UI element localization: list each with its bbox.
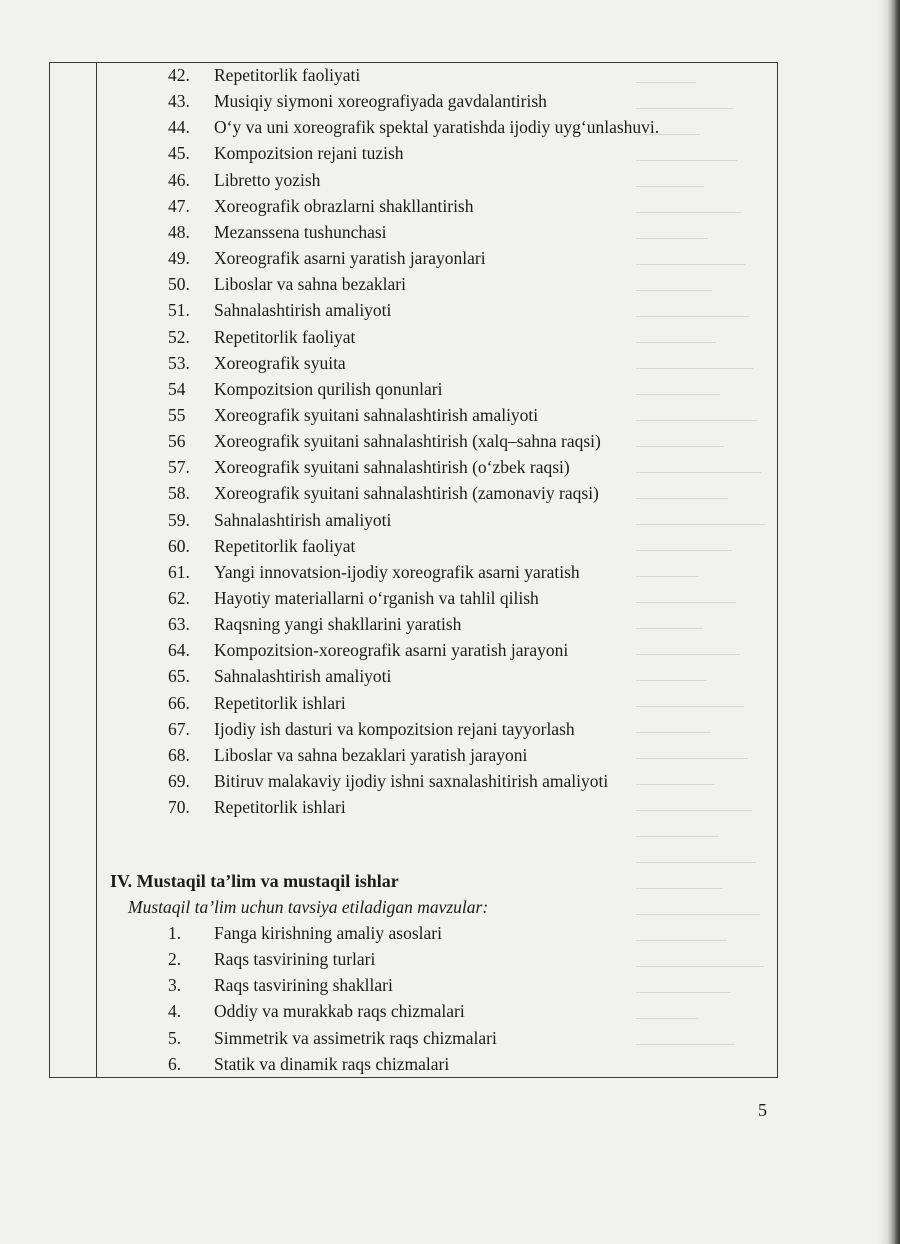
- item-text: Raqs tasvirining turlari: [214, 949, 376, 970]
- item-text: Xoreografik asarni yaratish jarayonlari: [214, 248, 486, 269]
- item-text: Repetitorlik ishlari: [214, 692, 346, 713]
- item-text: Xoreografik syuitani sahnalashtirish (o‘zbek raqsi): [214, 457, 570, 478]
- item-number: 62.: [168, 588, 190, 608]
- item-text: Raqsning yangi shakllarini yaratish: [214, 614, 462, 635]
- item-text: Mezanssena tushunchasi: [214, 221, 387, 242]
- item-number: 61.: [168, 561, 190, 582]
- item-number: 68.: [168, 744, 190, 765]
- item-text: Ijodiy ish dasturi va kompozitsion rejani tayyorlash: [214, 718, 575, 739]
- item-text: Repetitorlik faoliyat: [214, 326, 356, 347]
- item-number: 49.: [168, 248, 190, 269]
- item-number: 42.: [168, 65, 190, 85]
- item-number: 65.: [168, 666, 190, 687]
- item-number: 3.: [168, 975, 182, 996]
- item-number: 4.: [168, 1001, 182, 1022]
- item-text: Repetitorlik ishlari: [214, 797, 346, 818]
- item-text: Libretto yozish: [214, 169, 321, 190]
- item-number: 48.: [168, 221, 190, 242]
- section-subtitle: Mustaqil ta’lim uchun tavsiya etiladigan mavzular:: [128, 897, 489, 917]
- item-number: 60.: [168, 535, 190, 556]
- section-heading: IV. Mustaqil ta’lim va mustaqil ishlar: [110, 871, 399, 891]
- item-number: 57.: [168, 457, 190, 478]
- item-text: Repetitorlik faoliyati: [214, 65, 361, 85]
- item-text: Kompozitsion rejani tuzish: [214, 143, 404, 164]
- item-text: Liboslar va sahna bezaklari yaratish jarayoni: [214, 744, 528, 765]
- item-number: 55: [168, 404, 186, 425]
- item-text: Simmetrik va assimetrik raqs chizmalari: [214, 1027, 497, 1048]
- item-number: 59.: [168, 509, 190, 530]
- page-number: 5: [758, 1100, 767, 1120]
- item-number: 44.: [168, 117, 190, 138]
- item-text: Kompozitsion qurilish qonunlari: [214, 378, 443, 399]
- item-number: 6.: [168, 1053, 182, 1074]
- item-text: Musiqiy siymoni xoreografiyada gavdalantirish: [214, 91, 547, 112]
- item-text: Liboslar va sahna bezaklari: [214, 274, 406, 295]
- item-number: 2.: [168, 949, 182, 970]
- item-number: 56: [168, 431, 186, 452]
- item-number: 45.: [168, 143, 190, 164]
- item-number: 54: [168, 378, 186, 399]
- item-number: 5.: [168, 1027, 182, 1048]
- item-text: Sahnalashtirish amaliyoti: [214, 666, 392, 687]
- item-text: Xoreografik syuitani sahnalashtirish (zamonaviy raqsi): [214, 483, 599, 504]
- item-text: Raqs tasvirining shakllari: [214, 975, 393, 996]
- item-text: Xoreografik obrazlarni shakllantirish: [214, 195, 474, 216]
- item-number: 47.: [168, 195, 190, 216]
- item-text: Xoreografik syuita: [214, 352, 346, 373]
- item-text: Oddiy va murakkab raqs chizmalari: [214, 1001, 465, 1022]
- item-number: 52.: [168, 326, 190, 347]
- item-number: 63.: [168, 614, 190, 635]
- item-number: 64.: [168, 640, 190, 661]
- book-binding-edge: [878, 0, 900, 1244]
- item-number: 50.: [168, 274, 190, 295]
- item-text: Sahnalashtirish amaliyoti: [214, 300, 392, 321]
- item-number: 1.: [168, 923, 182, 943]
- item-text: Repetitorlik faoliyat: [214, 535, 356, 556]
- item-text: Hayotiy materiallarni o‘rganish va tahlil qilish: [214, 588, 539, 608]
- item-number: 53.: [168, 352, 190, 373]
- item-text: Xoreografik syuitani sahnalashtirish amaliyoti: [214, 404, 539, 425]
- item-text: Statik va dinamik raqs chizmalari: [214, 1053, 450, 1074]
- item-number: 70.: [168, 797, 190, 818]
- item-text: Kompozitsion-xoreografik asarni yaratish jarayoni: [214, 640, 569, 661]
- item-text: Bitiruv malakaviy ijodiy ishni saxnalashitirish amaliyoti: [214, 771, 609, 792]
- item-number: 43.: [168, 91, 190, 112]
- item-number: 58.: [168, 483, 190, 504]
- item-number: 69.: [168, 771, 190, 792]
- item-number: 67.: [168, 718, 190, 739]
- item-text: Sahnalashtirish amaliyoti: [214, 509, 392, 530]
- item-number: 66.: [168, 692, 190, 713]
- item-text: O‘y va uni xoreografik spektal yaratishda ijodiy uyg‘unlashuvi.: [214, 117, 660, 138]
- item-number: 46.: [168, 169, 190, 190]
- item-text: Yangi innovatsion-ijodiy xoreografik asarni yaratish: [214, 561, 580, 582]
- item-text: Xoreografik syuitani sahnalashtirish (xalq–sahna raqsi): [214, 431, 601, 452]
- item-number: 51.: [168, 300, 190, 321]
- item-text: Fanga kirishning amaliy asoslari: [214, 923, 442, 943]
- table-column-divider: [96, 62, 97, 1078]
